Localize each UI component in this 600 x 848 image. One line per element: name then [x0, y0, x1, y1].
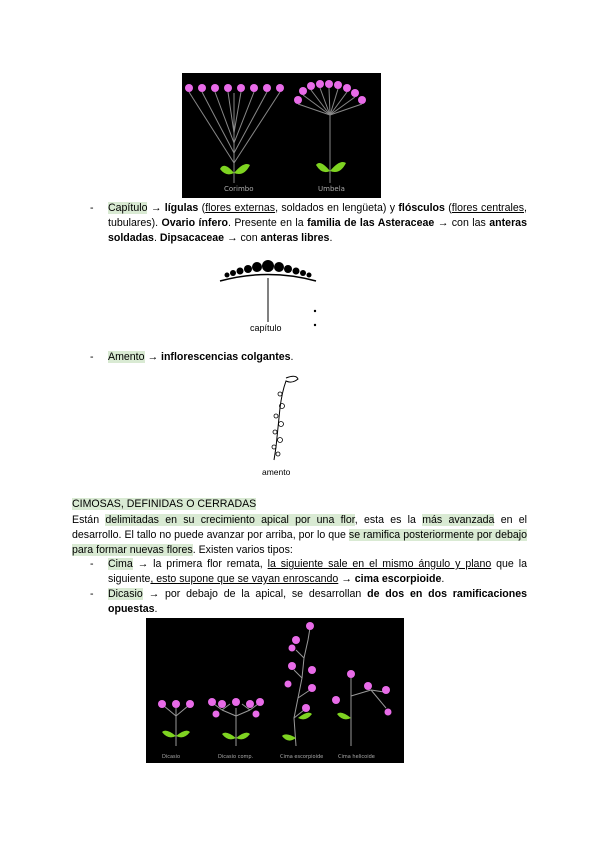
- term-amento: Amento: [108, 351, 145, 363]
- label-umbela: Umbela: [318, 185, 345, 193]
- bullet-dash: -: [90, 588, 94, 600]
- corimbo-leaf-right: [234, 164, 250, 174]
- corimbo-umbela-drawing: [182, 73, 381, 198]
- ligulas: lígulas: [164, 202, 199, 214]
- bullet-dash: -: [90, 202, 94, 214]
- term-dicasio: Dicasio: [108, 588, 143, 600]
- figure-capitulo: [218, 256, 320, 336]
- label-cima-3: Cima escorpioide: [280, 754, 324, 760]
- umbela-stems: [298, 88, 362, 183]
- cimas-drawing: [146, 618, 404, 763]
- label-capitulo: capítulo: [250, 323, 282, 333]
- capitulo-paragraph: Capítulo → lígulas (flores externas, soldados en lengüeta) y flósculos (flores centrales, tubulares). Ovario ínfero. Presente en la familia de las Asteraceae → con las anteras soldadas. Dipsacaceae → con anteras libres.: [108, 202, 527, 244]
- corimbo-stems: [189, 92, 280, 183]
- umbela-flowers: [294, 80, 366, 104]
- figure-corimbo-umbela: [182, 73, 381, 198]
- label-corimbo: Corimbo: [224, 185, 254, 193]
- amento-drawing: [258, 372, 308, 467]
- cimosas-paragraph: Están delimitadas en su crecimiento apical por una flor, esta es la más avanzada en el desarrollo. El tallo no puede avanzar por arriba, por lo que se ramifica posteriormente por debajo para formar nuevas flores. Existen varios tipos:: [72, 514, 527, 556]
- dicasio-paragraph: Dicasio → por debajo de la apical, se desarrollan de dos en dos ramificaciones opuestas.: [108, 588, 527, 615]
- label-cima-2: Dicasio comp.: [218, 754, 254, 760]
- amento-paragraph: Amento → inflorescencias colgantes.: [108, 351, 294, 363]
- corimbo-leaf-left: [220, 166, 234, 175]
- section-heading: CIMOSAS, DEFINIDAS O CERRADAS: [72, 498, 257, 510]
- corimbo-flowers: [185, 84, 284, 92]
- term-capitulo: Capítulo: [108, 202, 148, 214]
- cima-paragraph: Cima → la primera flor remata, la siguiente sale en el mismo ángulo y plano que la siguiente, esto supone que se vayan enroscando → cima escorpioide.: [108, 558, 527, 585]
- umbela-leaf-right: [330, 162, 346, 172]
- bullet-dash: -: [90, 558, 94, 570]
- label-amento: amento: [262, 467, 291, 477]
- umbela-leaf-left: [316, 163, 330, 172]
- figure-amento: [258, 372, 308, 480]
- bullet-dash: -: [90, 351, 94, 363]
- label-cima-1: Dicasio: [162, 754, 181, 760]
- figure-cimas: [146, 618, 404, 763]
- label-cima-4: Cima helicoide: [338, 754, 375, 760]
- term-cima: Cima: [108, 558, 133, 570]
